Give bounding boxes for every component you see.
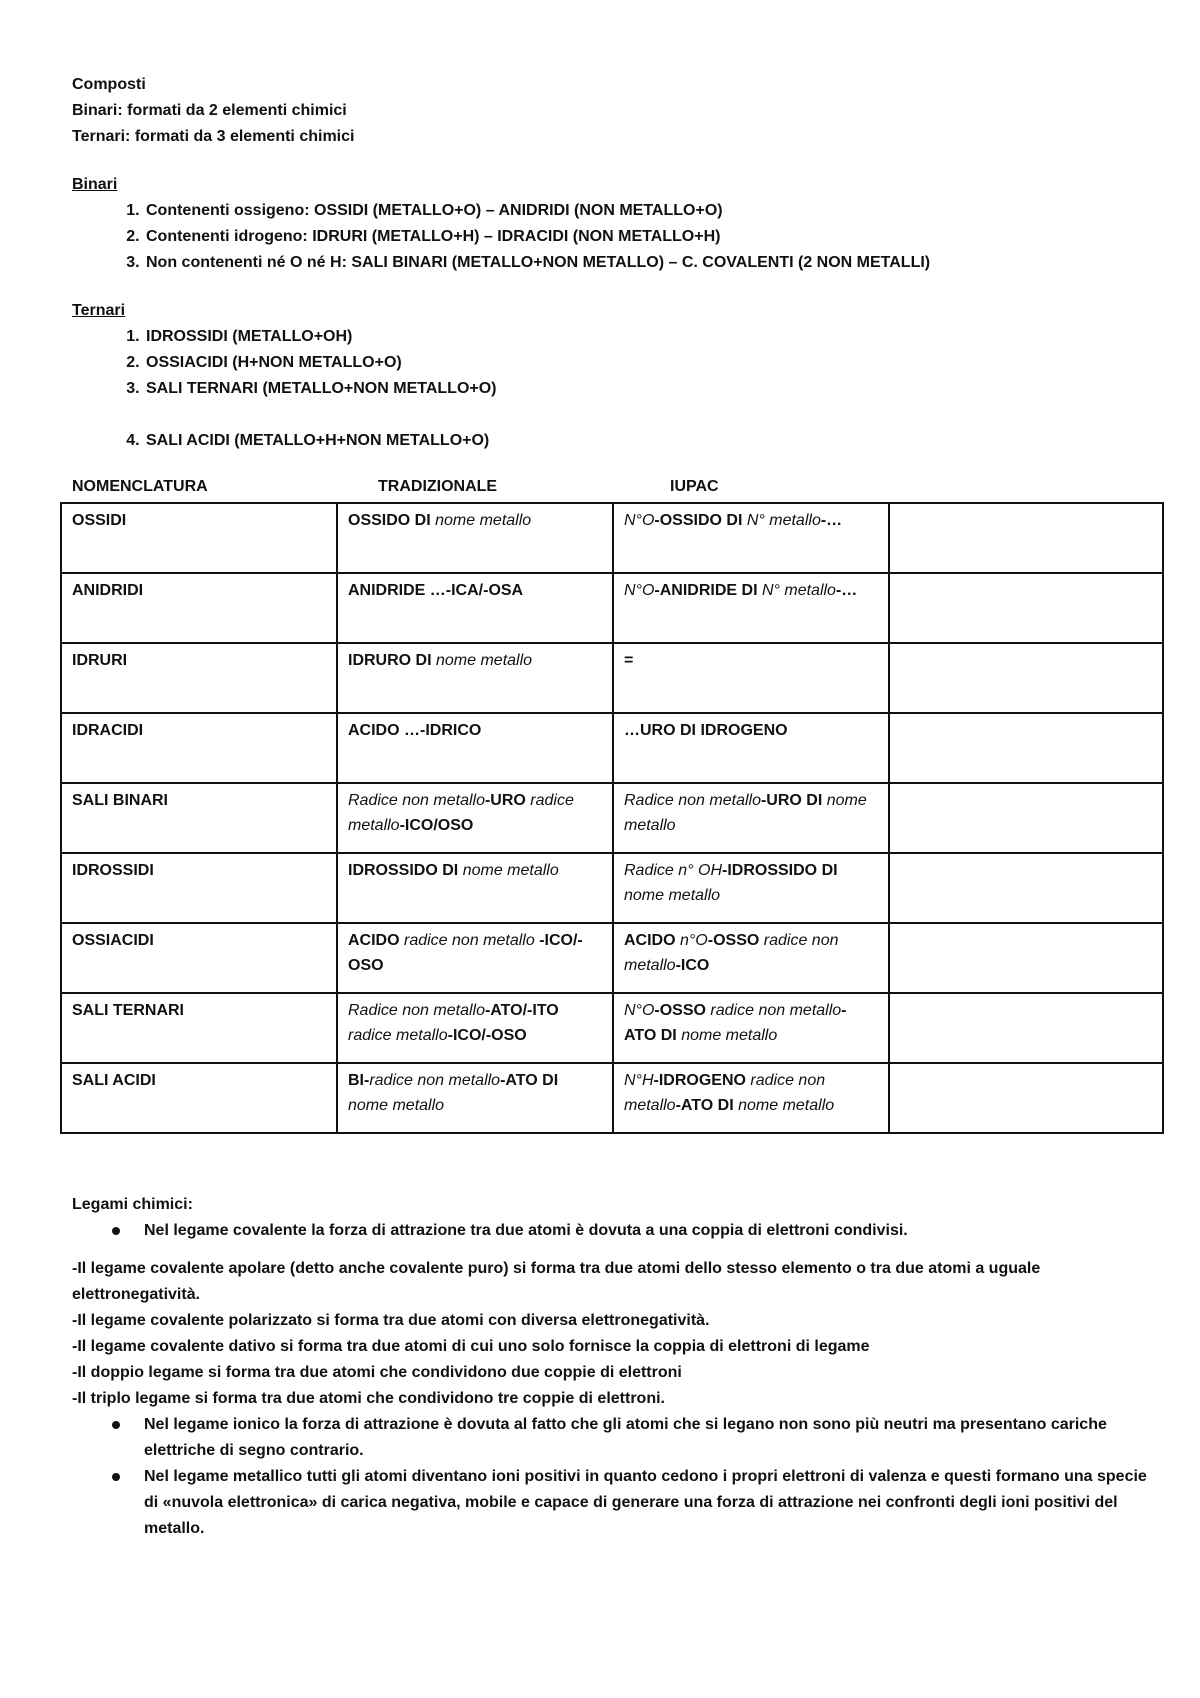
table-cell: ACIDO n°O-OSSO radice non metallo-ICO <box>613 923 889 993</box>
table-row <box>61 573 1163 643</box>
paragraph: -Il legame covalente dativo si forma tra due atomi di cui uno solo fornisce la coppia di elettroni di legame <box>72 1338 870 1355</box>
legami-paragraphs <box>72 1256 1162 1412</box>
table-cell: IDROSSIDI <box>61 853 337 923</box>
paragraph: -Il triplo legame si forma tra due atomi che condividono tre coppie di elettroni. <box>72 1390 665 1407</box>
table-cell: N°H-IDROGENO radice non metallo-ATO DI nome metallo <box>613 1063 889 1133</box>
table-cell: N°O-OSSO radice non metallo-ATO DI nome metallo <box>613 993 889 1063</box>
paragraph: -Il doppio legame si forma tra due atomi che condividono due coppie di elettroni <box>72 1364 682 1381</box>
table-cell: N°O-OSSIDO DI N° metallo-… <box>613 503 889 573</box>
table-cell: OSSIACIDI <box>61 923 337 993</box>
ternari-list <box>72 324 1162 454</box>
table-cell: = <box>613 643 889 713</box>
table-cell: IDRACIDI <box>61 713 337 783</box>
table-cell: ANIDRIDI <box>61 573 337 643</box>
header-tradizionale: TRADIZIONALE <box>378 478 498 495</box>
header-iupac: IUPAC <box>670 478 719 495</box>
list-item: 3. Non contenenti né O né H: SALI BINARI (METALLO+NON METALLO) – C. COVALENTI (2 NON METALLI) <box>144 250 1162 276</box>
document-page <box>72 72 1162 1542</box>
table-cell: Radice non metallo-URO DI nome metallo <box>613 783 889 853</box>
header-nomenclatura: NOMENCLATURA <box>72 478 208 495</box>
table-row <box>61 643 1163 713</box>
list-item: 2. Contenenti idrogeno: IDRURI (METALLO+H) – IDRACIDI (NON METALLO+H) <box>144 224 1162 250</box>
doc-title: Composti <box>72 76 146 93</box>
table-cell: SALI ACIDI <box>61 1063 337 1133</box>
table-cell <box>889 1063 1163 1133</box>
table-cell <box>889 993 1163 1063</box>
list-item <box>144 1218 1162 1244</box>
table-cell: OSSIDI <box>61 503 337 573</box>
bullet-icon <box>112 1227 120 1235</box>
table-cell: ACIDO radice non metallo -ICO/-OSO <box>337 923 613 993</box>
table-cell: Radice n° OH-IDROSSIDO DI nome metallo <box>613 853 889 923</box>
table-cell: N°O-ANIDRIDE DI N° metallo-… <box>613 573 889 643</box>
table-cell: IDROSSIDO DI nome metallo <box>337 853 613 923</box>
table-row <box>61 783 1163 853</box>
table-cell: Radice non metallo-ATO/-ITO radice metallo-ICO/-OSO <box>337 993 613 1063</box>
table-row <box>61 503 1163 573</box>
legami-title: Legami chimici: <box>72 1196 193 1213</box>
table-cell: SALI TERNARI <box>61 993 337 1063</box>
table-cell: SALI BINARI <box>61 783 337 853</box>
table-cell <box>889 923 1163 993</box>
ternari-heading: Ternari <box>72 302 126 319</box>
list-item <box>144 1464 1162 1542</box>
bullet-text: Nel legame ionico la forza di attrazione è dovuta al fatto che gli atomi che si legano non sono più neutri ma presentano cariche elettriche di segno contrario. <box>144 1416 1107 1459</box>
table-cell <box>889 853 1163 923</box>
table-row <box>61 923 1163 993</box>
table-row <box>61 713 1163 783</box>
ternari-definition: Ternari: formati da 3 elementi chimici <box>72 128 355 145</box>
table-cell: …URO DI IDROGENO <box>613 713 889 783</box>
binari-definition: Binari: formati da 2 elementi chimici <box>72 102 347 119</box>
table-cell: BI-radice non metallo-ATO DI nome metallo <box>337 1063 613 1133</box>
table-cell: Radice non metallo-URO radice metallo-ICO/OSO <box>337 783 613 853</box>
bullet-text: Nel legame metallico tutti gli atomi diventano ioni positivi in quanto cedono i propri elettroni di valenza e questi formano una specie di «nuvola elettronica» di carica negativa, mobile e capace di generare una forza di attrazione nei confronti degli ioni positivi del metallo. <box>144 1468 1147 1537</box>
list-item: 4. SALI ACIDI (METALLO+H+NON METALLO+O) <box>144 428 1162 454</box>
list-item: 3. SALI TERNARI (METALLO+NON METALLO+O) <box>144 376 1162 402</box>
table-cell <box>889 643 1163 713</box>
list-item: 1. IDROSSIDI (METALLO+OH) <box>144 324 1162 350</box>
table-cell: OSSIDO DI nome metallo <box>337 503 613 573</box>
paragraph: -Il legame covalente polarizzato si forma tra due atomi con diversa elettronegatività. <box>72 1312 710 1329</box>
table-row <box>61 1063 1163 1133</box>
bullet-text: Nel legame covalente la forza di attrazione tra due atomi è dovuta a una coppia di elettroni condivisi. <box>144 1222 908 1239</box>
table-cell: ACIDO …-IDRICO <box>337 713 613 783</box>
table-cell <box>889 573 1163 643</box>
table-cell <box>889 783 1163 853</box>
bullet-icon <box>112 1421 120 1429</box>
bullet-icon <box>112 1473 120 1481</box>
table-row <box>61 853 1163 923</box>
table-cell: IDRURI <box>61 643 337 713</box>
list-item: 2. OSSIACIDI (H+NON METALLO+O) <box>144 350 1162 376</box>
binari-heading: Binari <box>72 176 118 193</box>
legami-bullet-list-1 <box>72 1218 1162 1244</box>
nomenclature-table <box>60 502 1164 1134</box>
table-row <box>61 993 1163 1063</box>
table-cell: IDRURO DI nome metallo <box>337 643 613 713</box>
paragraph: -Il legame covalente apolare (detto anche covalente puro) si forma tra due atomi dello stesso elemento o tra due atomi a uguale elettronegatività. <box>72 1260 1041 1303</box>
table-cell <box>889 713 1163 783</box>
list-item: 1. Contenenti ossigeno: OSSIDI (METALLO+O) – ANIDRIDI (NON METALLO+O) <box>144 198 1162 224</box>
binari-list <box>72 198 1162 276</box>
table-cell: ANIDRIDE …-ICA/-OSA <box>337 573 613 643</box>
table-cell <box>889 503 1163 573</box>
table-header-row <box>72 474 1162 502</box>
legami-bullet-list-2 <box>72 1412 1162 1542</box>
list-item <box>144 1412 1162 1464</box>
